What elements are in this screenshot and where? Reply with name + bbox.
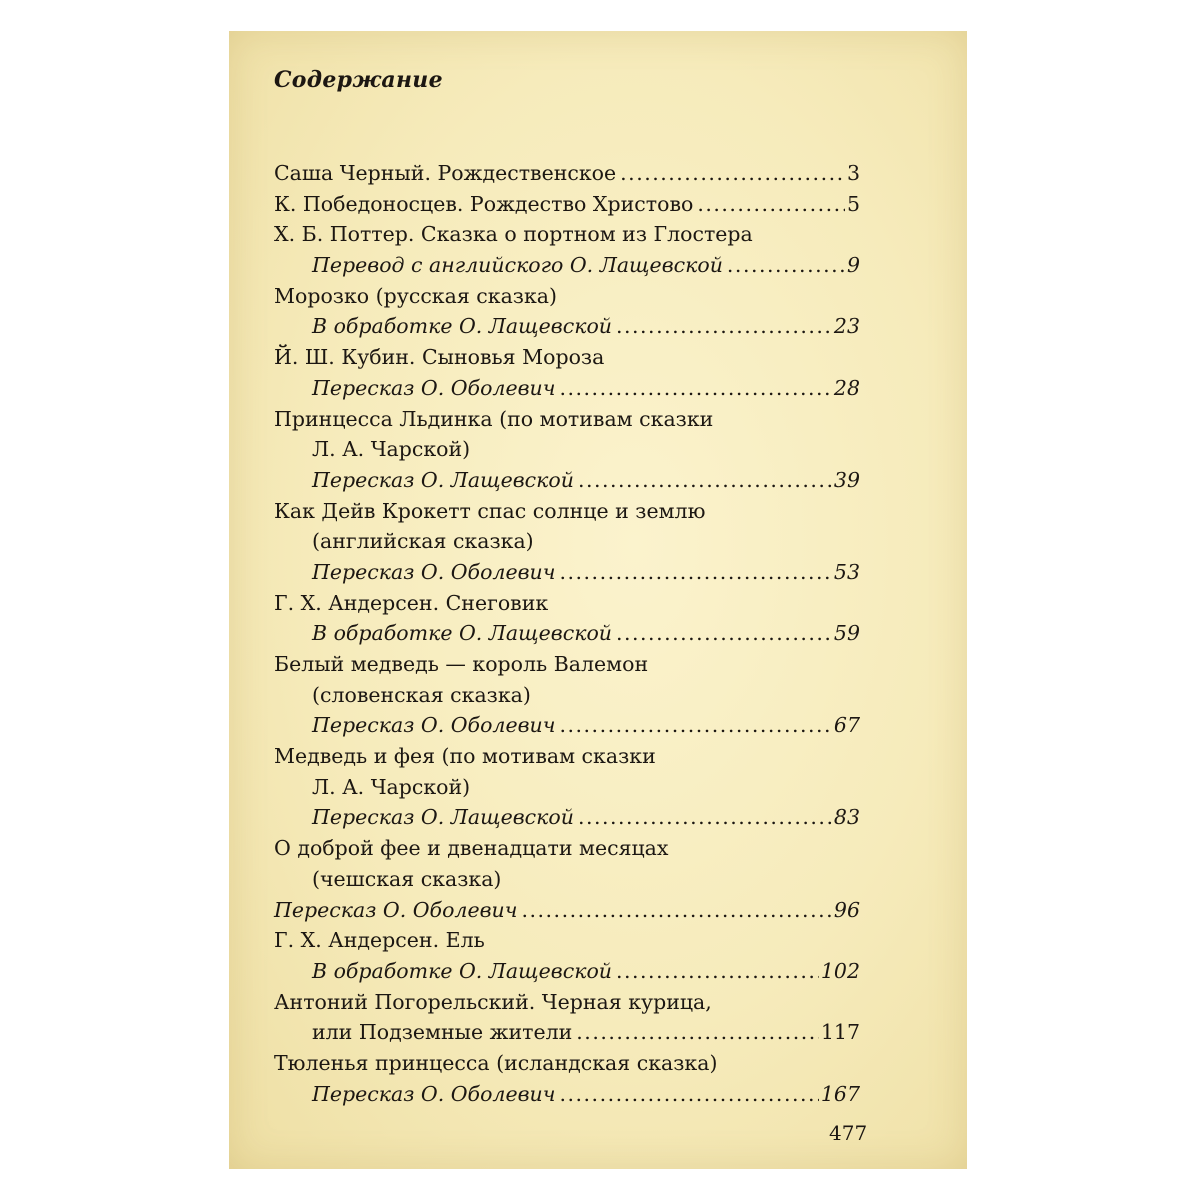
toc-entry: [274, 496, 860, 527]
leader-dots: [578, 465, 832, 496]
leader-dots: [616, 311, 832, 342]
table-of-contents: [274, 158, 860, 1109]
toc-page-number: 167: [820, 1081, 860, 1106]
toc-title: Тюленья принцесса (исландская сказка): [274, 1050, 718, 1075]
leader-dots: [559, 557, 831, 588]
toc-title: Х. Б. Поттер. Сказка о портном из Глостера: [274, 222, 753, 247]
toc-credit-text: Перевод с английского О. Лащевской: [312, 253, 723, 278]
leader-dots: [616, 956, 819, 987]
toc-credit-text: Пересказ О. Лащевской: [312, 467, 574, 492]
toc-entry: [274, 987, 860, 1018]
toc-credit: [274, 557, 860, 588]
toc-entry: [274, 649, 860, 680]
toc-title: (английская сказка): [312, 529, 534, 554]
toc-credit: [274, 373, 860, 404]
toc-title-continuation: [274, 680, 860, 711]
toc-page-number: 102: [820, 958, 860, 983]
toc-title: Белый медведь — король Валемон: [274, 652, 649, 676]
toc-title: или Подземные жители: [312, 1020, 573, 1045]
leader-dots: [616, 618, 832, 649]
toc-credit-text: В обработке О. Лащевской: [312, 958, 612, 983]
toc-credit: [274, 618, 860, 649]
toc-credit-text: Пересказ О. Оболевич: [312, 559, 556, 584]
toc-credit-text: Пересказ О. Оболевич: [312, 713, 556, 738]
toc-entry: [274, 833, 860, 864]
leader-dots: [521, 895, 831, 926]
toc-page-number: 3: [846, 161, 860, 185]
toc-credit: [274, 895, 860, 926]
toc-credit: [274, 710, 860, 741]
toc-page-number: 5: [846, 191, 860, 216]
toc-credit: [274, 1079, 860, 1110]
leader-dots: [578, 802, 832, 833]
toc-page-number: 83: [833, 805, 860, 830]
toc-credit-text: Пересказ О. Оболевич: [312, 375, 556, 400]
toc-page-number: 9: [846, 253, 860, 278]
toc-credit-text: В обработке О. Лащевской: [312, 314, 612, 339]
toc-credit: [274, 465, 860, 496]
toc-page-number: 96: [833, 897, 860, 922]
toc-credit: [274, 956, 860, 987]
toc-entry: [274, 219, 860, 250]
toc-title: К. Победоносцев. Рождество Христово: [274, 191, 694, 216]
toc-entry: [274, 925, 860, 956]
toc-title: (чешская сказка): [312, 866, 502, 891]
toc-title: Л. А. Чарской): [312, 774, 471, 799]
toc-credit-text: Пересказ О. Лащевской: [312, 805, 574, 830]
toc-credit-text: Пересказ О. Оболевич: [312, 1081, 556, 1106]
leader-dots: [697, 189, 845, 220]
leader-dots: [559, 710, 831, 741]
toc-title-continuation: [274, 772, 860, 803]
toc-title: (словенская сказка): [312, 682, 531, 707]
toc-title: Й. Ш. Кубин. Сыновья Мороза: [274, 345, 605, 370]
toc-title: Саша Черный. Рождественское: [274, 161, 617, 185]
folio-page-number: 477: [829, 1121, 868, 1145]
toc-title: Как Дейв Крокетт спас солнце и землю: [274, 498, 706, 523]
toc-entry: [274, 281, 860, 312]
leader-dots: [559, 1079, 818, 1110]
leader-dots: [727, 250, 845, 281]
toc-title: Г. Х. Андерсен. Ель: [274, 928, 485, 953]
toc-credit-text: В обработке О. Лащевской: [312, 621, 612, 646]
toc-title-continuation: [274, 1017, 860, 1048]
toc-title: Г. Х. Андерсен. Снеговик: [274, 590, 549, 615]
toc-entry: [274, 342, 860, 373]
leader-dots: [576, 1017, 819, 1048]
toc-title: О доброй фее и двенадцати месяцах: [274, 836, 669, 861]
leader-dots: [620, 158, 845, 189]
toc-entry: [274, 588, 860, 619]
toc-title-continuation: [274, 526, 860, 557]
toc-entry: [274, 741, 860, 772]
toc-title: Принцесса Льдинка (по мотивам сказки: [274, 406, 714, 431]
toc-title: Антоний Погорельский. Черная курица,: [274, 989, 712, 1014]
toc-title: Медведь и фея (по мотивам сказки: [274, 744, 656, 769]
toc-entry: [274, 189, 860, 220]
toc-entry: [274, 1048, 860, 1079]
toc-credit-text: Пересказ О. Оболевич: [274, 897, 518, 922]
toc-page-number: 117: [820, 1020, 860, 1045]
book-page: [229, 31, 967, 1169]
toc-title-continuation: [274, 864, 860, 895]
toc-page-number: 28: [833, 375, 860, 400]
page-title: Содержание: [274, 67, 443, 93]
toc-entry: [274, 158, 860, 189]
toc-page-number: 53: [833, 559, 860, 584]
toc-credit: [274, 250, 860, 281]
toc-entry: [274, 404, 860, 435]
toc-page-number: 39: [833, 467, 860, 492]
toc-page-number: 23: [833, 314, 860, 339]
toc-title-continuation: [274, 434, 860, 465]
toc-credit: [274, 802, 860, 833]
toc-title: Л. А. Чарской): [312, 437, 471, 462]
toc-title: Морозко (русская сказка): [274, 283, 558, 308]
toc-page-number: 59: [833, 621, 860, 646]
leader-dots: [559, 373, 831, 404]
toc-page-number: 67: [833, 713, 860, 738]
toc-credit: [274, 311, 860, 342]
